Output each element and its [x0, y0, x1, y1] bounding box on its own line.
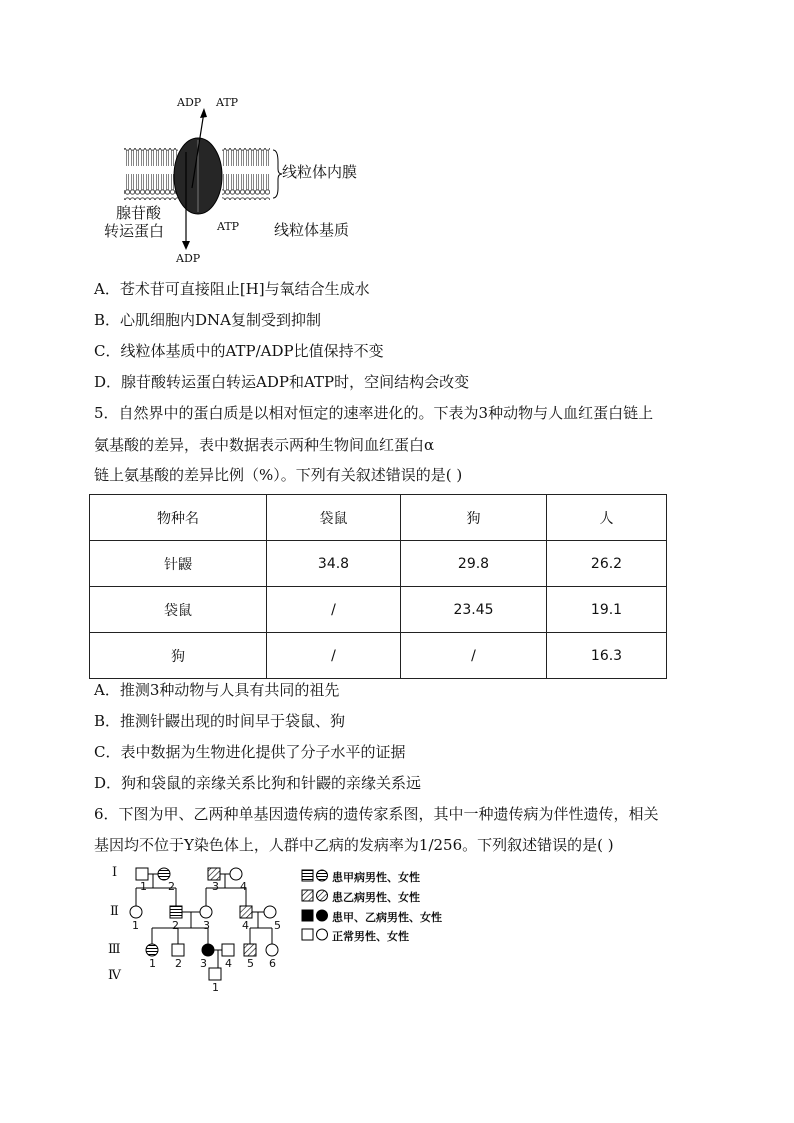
q4-option-c: C．线粒体基质中的ATP/ADP比值保持不变: [94, 342, 384, 360]
transporter-label-1: 腺苷酸: [116, 204, 162, 222]
table-cell: /: [267, 587, 401, 633]
q5-option-b: B．推测针鼹出现的时间早于袋鼠、狗: [94, 712, 346, 730]
individual-number: 4: [240, 880, 247, 893]
individual-number: 5: [247, 957, 254, 970]
individual-number: 3: [200, 957, 207, 970]
q6-stem-line1: 6．下图为甲、乙两种单基因遗传病的遗传家系图，其中一种遗传病为伴性遗传，相关: [94, 805, 659, 823]
table-row: [90, 633, 667, 679]
legend-jia-female: [317, 870, 328, 881]
individual-number: 1: [140, 880, 147, 893]
q5-option-d: D．狗和袋鼠的亲缘关系比狗和针鼹的亲缘关系远: [94, 774, 422, 792]
individual-number: 4: [225, 957, 232, 970]
table-row: [90, 541, 667, 587]
legend-both-female: [317, 910, 328, 921]
individual-number: 1: [132, 919, 139, 932]
q4-option-d: D．腺苷酸转运蛋白转运ADP和ATP时，空间结构会改变: [94, 373, 470, 391]
table-header-cell: 狗: [401, 495, 547, 541]
legend-yi-female: [317, 890, 328, 901]
pedigree-II-5: [264, 906, 276, 918]
pedigree-III-6: [266, 944, 278, 956]
legend-both-label: 患甲、乙病男性、女性: [332, 911, 442, 924]
legend-yi-label: 患乙病男性、女性: [332, 891, 420, 904]
matrix-label: 线粒体基质: [274, 221, 350, 239]
individual-number: 5: [274, 919, 281, 932]
top-adp-label: ADP: [177, 96, 202, 109]
table-cell: 16.3: [547, 633, 667, 679]
q4-option-b: B．心肌细胞内DNA复制受到抑制: [94, 311, 322, 329]
generation-label: Ⅱ: [110, 904, 119, 919]
pedigree-II-3: [200, 906, 212, 918]
table-row: [90, 587, 667, 633]
table-cell: /: [401, 633, 547, 679]
legend-jia-label: 患甲病男性、女性: [332, 871, 420, 884]
bottom-adp-label: ADP: [176, 252, 201, 265]
lipid-bilayer-right: [222, 148, 270, 200]
table-cell: /: [267, 633, 401, 679]
generation-label: Ⅰ: [112, 865, 118, 880]
mid-atp-label: ATP: [217, 220, 240, 233]
pedigree-IV-1: [209, 968, 221, 980]
q5-stem-line2: 氨基酸的差异，表中数据表示两种生物间血红蛋白α: [94, 436, 435, 454]
individual-number: 1: [212, 981, 219, 994]
pedigree-I-2: [158, 868, 170, 880]
species-difference-table: [89, 494, 667, 679]
legend-normal-male: [302, 929, 313, 940]
individual-number: 2: [168, 880, 175, 893]
pedigree-III-3: [202, 944, 214, 956]
table-cell: 袋鼠: [90, 587, 267, 633]
table-cell: 狗: [90, 633, 267, 679]
q5-option-a: A．推测3种动物与人具有共同的祖先: [94, 681, 340, 699]
pedigree-I-4: [230, 868, 242, 880]
q5-stem-line1: 5．自然界中的蛋白质是以相对恒定的速率进化的。下表为3种动物与人血红蛋白链上: [94, 404, 654, 422]
transporter-label-2: 转运蛋白: [104, 222, 165, 240]
inner-membrane-label: 线粒体内膜: [282, 163, 358, 181]
legend-both-male: [302, 910, 313, 921]
pedigree-figure: [100, 860, 480, 1000]
individual-number: 2: [172, 919, 179, 932]
membrane-figure: [104, 92, 380, 270]
table-cell: 26.2: [547, 541, 667, 587]
table-cell: 23.45: [401, 587, 547, 633]
table-cell: 34.8: [267, 541, 401, 587]
q5-option-c: C．表中数据为生物进化提供了分子水平的证据: [94, 743, 406, 761]
lipid-bilayer-left: [124, 148, 178, 200]
table-cell: 29.8: [401, 541, 547, 587]
pedigree-III-4: [222, 944, 234, 956]
pedigree-III-2: [172, 944, 184, 956]
legend-normal-female: [317, 929, 328, 940]
pedigree-I-3: [208, 868, 220, 880]
legend-normal-label: 正常男性、女性: [332, 930, 409, 943]
q4-option-a: A．苍术苷可直接阻止[H]与氧结合生成水: [94, 280, 370, 298]
table-cell: 19.1: [547, 587, 667, 633]
pedigree-II-2: [170, 906, 182, 918]
individual-number: 2: [175, 957, 182, 970]
pedigree-III-1: [146, 944, 158, 956]
individual-number: 6: [269, 957, 276, 970]
q5-stem-line3: 链上氨基酸的差异比例（%）。下列有关叙述错误的是( ): [94, 466, 463, 484]
individual-number: 3: [212, 880, 219, 893]
legend-jia-male: [302, 870, 313, 881]
table-header-row: [90, 495, 667, 541]
table-header-cell: 袋鼠: [267, 495, 401, 541]
table-header-cell: 物种名: [90, 495, 267, 541]
q6-stem-line2: 基因均不位于Y染色体上，人群中乙病的发病率为1/256。下列叙述错误的是( ): [94, 836, 614, 854]
table-header-cell: 人: [547, 495, 667, 541]
top-atp-label: ATP: [216, 96, 239, 109]
table-cell: 针鼹: [90, 541, 267, 587]
legend-yi-male: [302, 890, 313, 901]
generation-label: Ⅲ: [108, 942, 121, 957]
pedigree-I-1: [136, 868, 148, 880]
pedigree-diagram: [100, 860, 480, 1000]
individual-number: 3: [203, 919, 210, 932]
individual-number: 4: [242, 919, 249, 932]
individual-number: 1: [149, 957, 156, 970]
pedigree-II-1: [130, 906, 142, 918]
pedigree-III-5: [244, 944, 256, 956]
generation-label: Ⅳ: [108, 968, 121, 983]
pedigree-II-4: [240, 906, 252, 918]
